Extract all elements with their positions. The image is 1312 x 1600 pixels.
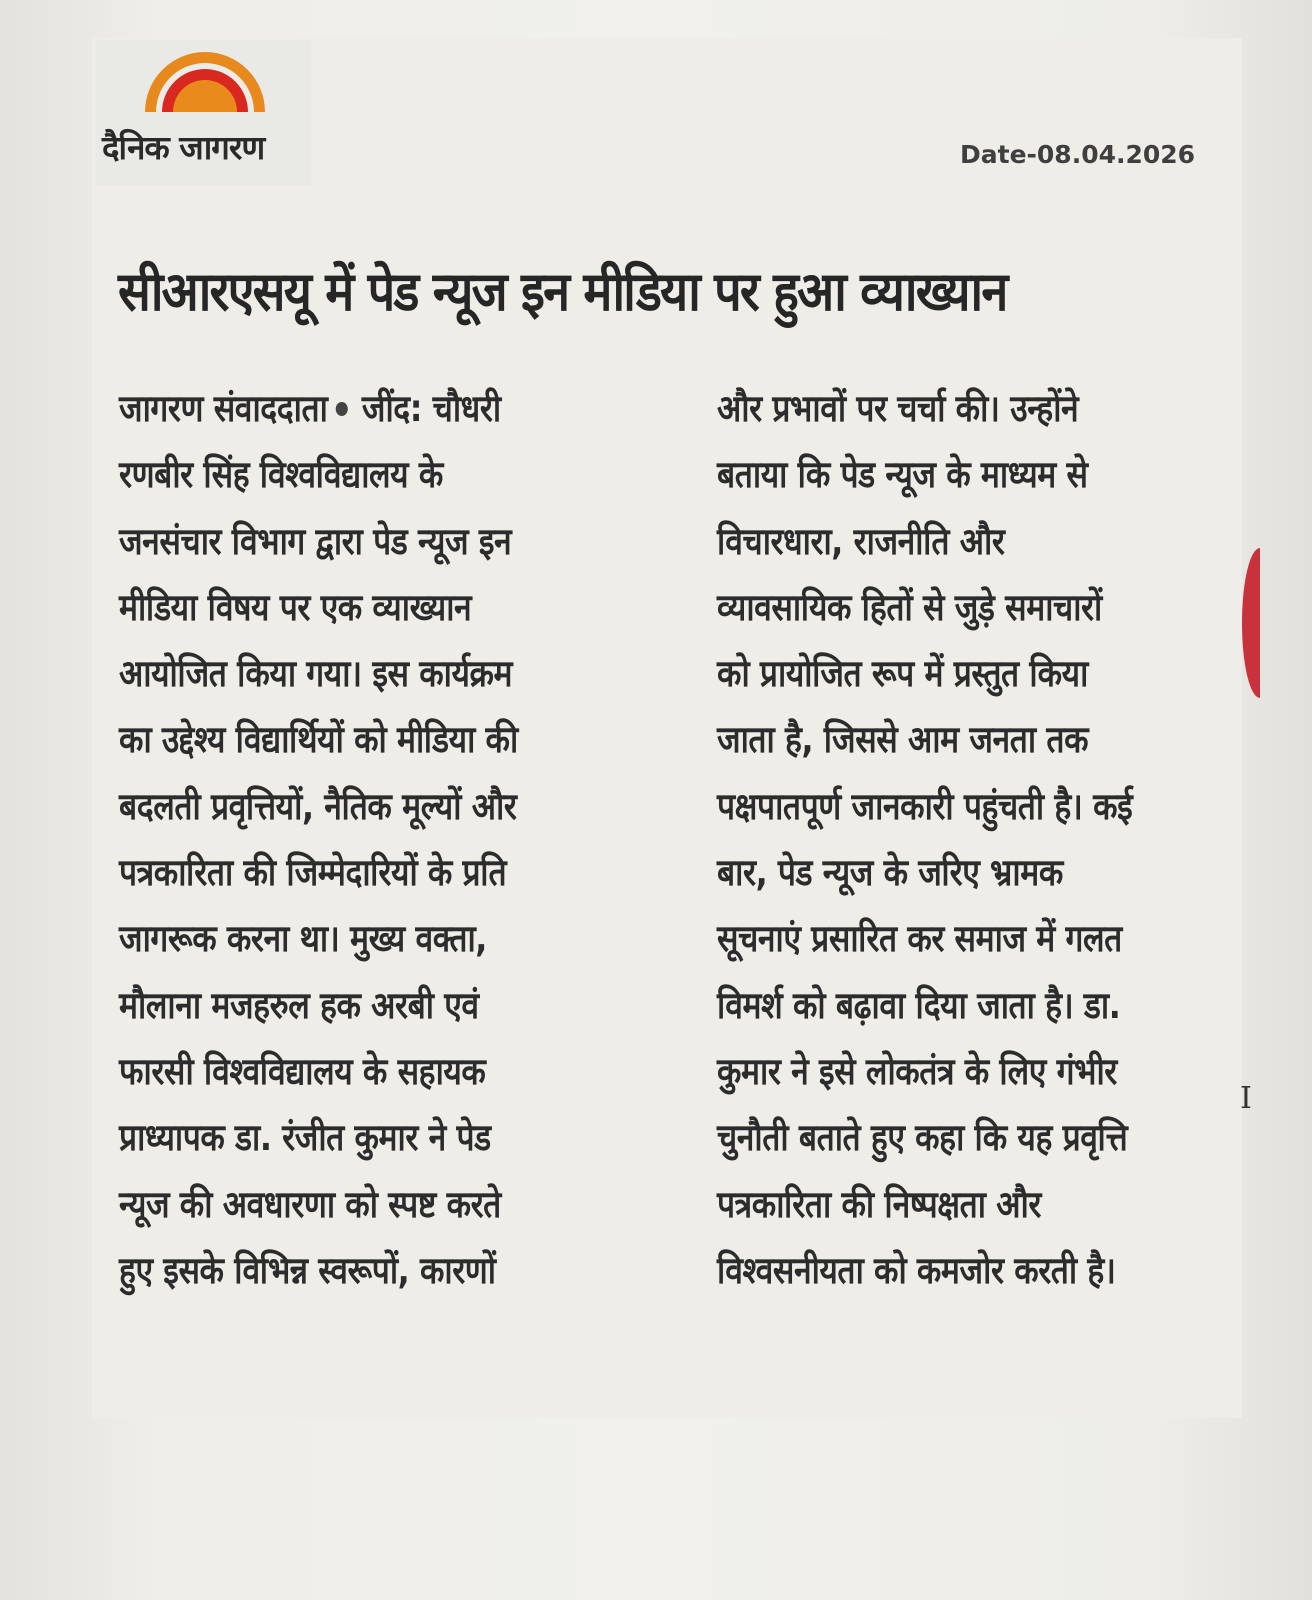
text-cursor-icon: I bbox=[1240, 1081, 1252, 1116]
text-line: पत्रकारिता की जिम्मेदारियों के प्रति bbox=[119, 851, 507, 895]
text-line: विश्वसनीयता को कमजोर करती है। bbox=[717, 1248, 1116, 1292]
text-line: न्यूज की अवधारणा को स्पष्ट करते bbox=[119, 1182, 501, 1226]
newspaper-logo bbox=[100, 40, 310, 180]
text-line: विमर्श को बढ़ावा दिया जाता है। डा. bbox=[717, 983, 1121, 1027]
text-line: जनसंचार विभाग द्वारा पेड न्यूज इन bbox=[119, 519, 512, 563]
text-line: मौलाना मजहरुल हक अरबी एवं bbox=[119, 983, 479, 1027]
logo-text: दैनिक जागरण bbox=[102, 128, 265, 167]
article-right-column bbox=[717, 376, 1132, 1304]
text-line: बार, पेड न्यूज के जरिए भ्रामक bbox=[717, 851, 1063, 895]
text-line: रणबीर सिंह विश्वविद्यालय के bbox=[119, 453, 443, 497]
text-line: सूचनाएं प्रसारित कर समाज में गलत bbox=[717, 917, 1122, 961]
text-line: का उद्देश्य विद्यार्थियों को मीडिया की bbox=[119, 718, 518, 762]
byline-line bbox=[119, 376, 518, 442]
text-line: पक्षपातपूर्ण जानकारी पहुंचती है। कई bbox=[717, 784, 1133, 828]
bullet-dot-icon bbox=[336, 402, 348, 416]
text-line: व्यावसायिक हितों से जुड़े समाचारों bbox=[717, 585, 1102, 629]
text-line: और प्रभावों पर चर्चा की। उन्होंने bbox=[717, 387, 1079, 430]
text-line: कुमार ने इसे लोकतंत्र के लिए गंभीर bbox=[717, 1049, 1117, 1093]
text-line: आयोजित किया गया। इस कार्यक्रम bbox=[119, 652, 513, 696]
byline: जागरण संवाददाता bbox=[119, 387, 328, 430]
date-label: Date-08.04.2026 bbox=[960, 140, 1196, 169]
text-line: फारसी विश्वविद्यालय के सहायक bbox=[119, 1049, 486, 1093]
text-line: बताया कि पेड न्यूज के माध्यम से bbox=[717, 453, 1088, 497]
text-line: मीडिया विषय पर एक व्याख्यान bbox=[119, 585, 472, 629]
text-line: को प्रायोजित रूप में प्रस्तुत किया bbox=[717, 652, 1088, 696]
text-line: हुए इसके विभिन्न स्वरूपों, कारणों bbox=[119, 1248, 496, 1292]
text-line: जागरूक करना था। मुख्य वक्ता, bbox=[119, 917, 487, 961]
rising-sun-icon bbox=[140, 46, 270, 114]
article-headline: सीआरएसयू में पेड न्यूज इन मीडिया पर हुआ व्याख्यान bbox=[118, 260, 1007, 323]
text-line: विचारधारा, राजनीति और bbox=[717, 519, 1005, 563]
article-left-column bbox=[119, 376, 518, 1304]
text-line: जाता है, जिससे आम जनता तक bbox=[717, 718, 1089, 762]
text-line: पत्रकारिता की निष्पक्षता और bbox=[717, 1182, 1041, 1226]
text-line: चुनौती बताते हुए कहा कि यह प्रवृत्ति bbox=[717, 1116, 1128, 1160]
text-line: प्राध्यापक डा. रंजीत कुमार ने पेड bbox=[119, 1116, 491, 1160]
dateline: जींद: चौधरी bbox=[361, 387, 501, 430]
text-line: बदलती प्रवृत्तियों, नैतिक मूल्यों और bbox=[119, 784, 517, 828]
